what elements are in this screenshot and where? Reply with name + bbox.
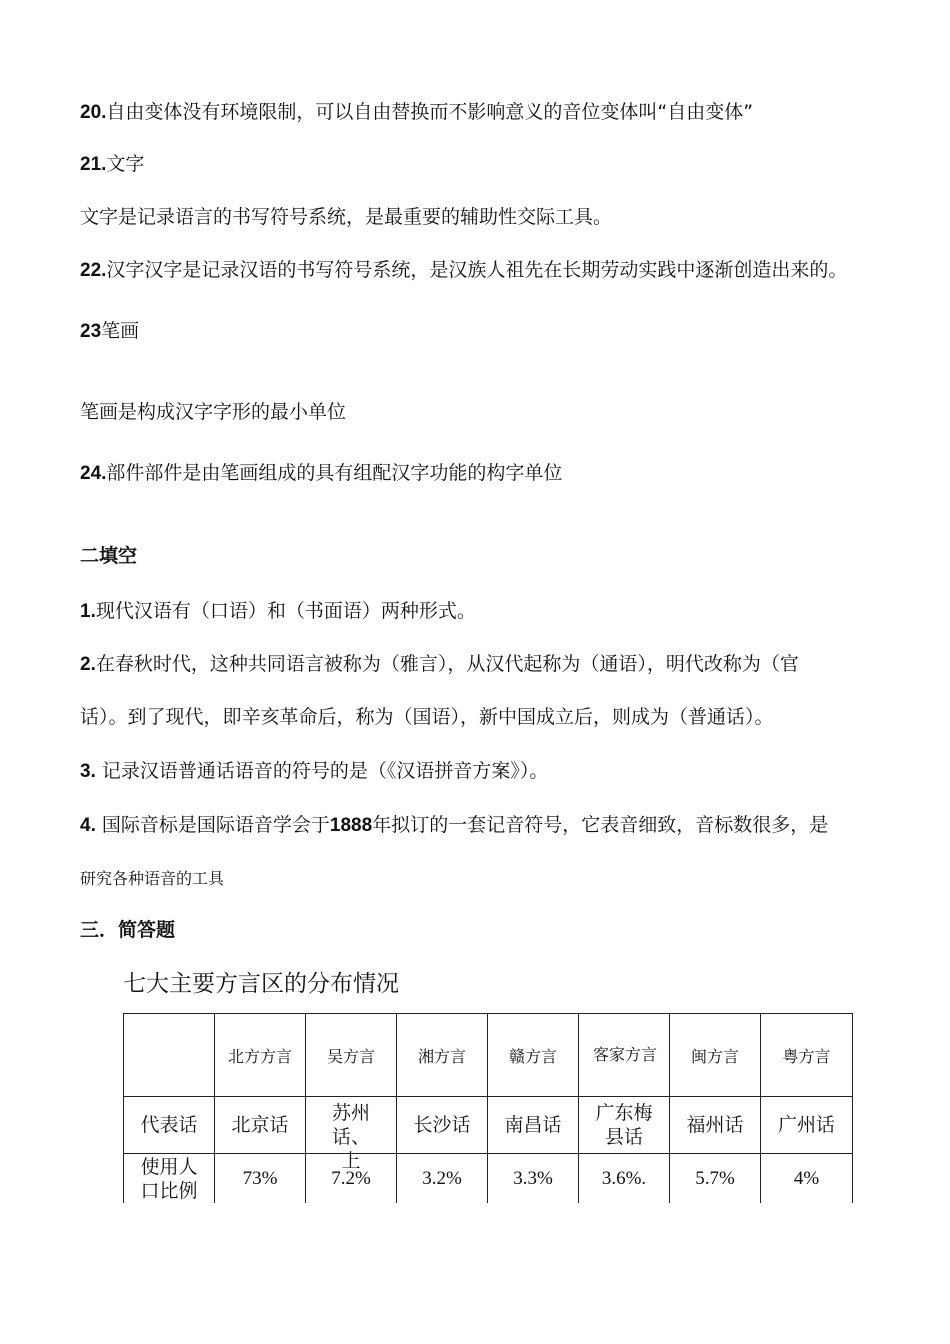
item-text: 国际音标是国际语音学会于 xyxy=(95,814,330,836)
header-cell xyxy=(124,1014,215,1097)
fill-item-2-cont xyxy=(80,704,774,730)
table-cell: 北京话 xyxy=(215,1097,306,1154)
item-21 xyxy=(80,151,144,178)
item-text: 笔画是构成汉字字形的最小单位 xyxy=(80,401,347,423)
year-number: 1888 xyxy=(329,815,373,836)
table-cell: 5.7% xyxy=(670,1154,761,1205)
header-cell: 北方方言 xyxy=(215,1014,306,1097)
header-cell: 闽方言 xyxy=(670,1014,761,1097)
table-cell xyxy=(306,1097,397,1172)
item-number: 21. xyxy=(80,154,107,175)
item-number: 23 xyxy=(80,321,102,342)
row-label-text: 使用人口比例 xyxy=(140,1156,198,1202)
fill-item-4-cont xyxy=(80,866,224,892)
item-24 xyxy=(80,460,562,487)
table-row-population xyxy=(124,1154,853,1205)
fill-item-2 xyxy=(80,651,799,678)
item-text: 记录汉语普通话语音的符号的是（《汉语拼音方案》）。 xyxy=(95,760,549,782)
section-short-answer-title: 三．简答题 xyxy=(80,919,176,941)
table-cell: 3.2% xyxy=(397,1154,488,1205)
table-cell: 3.6%. xyxy=(579,1154,670,1205)
fill-item-1 xyxy=(80,598,476,625)
item-number: 4. xyxy=(80,815,96,836)
item-text: 自由变体没有环境限制，可以自由替换而不影响意义的音位变体叫“自由变体” xyxy=(106,101,754,123)
page-cutoff xyxy=(0,1203,950,1344)
item-text: 汉字汉字是记录汉语的书写符号系统，是汉族人祖先在长期劳动实践中逐渐创造出来的。 xyxy=(106,259,848,281)
header-cell: 湘方言 xyxy=(397,1014,488,1097)
item-text: 文字是记录语言的书写符号系统，是最重要的辅助性交际工具。 xyxy=(80,206,613,228)
table-caption: 七大主要方言区的分布情况 xyxy=(123,971,399,997)
item-number: 2. xyxy=(80,654,96,675)
dialect-table xyxy=(123,1013,853,1205)
item-23-definition xyxy=(80,399,346,425)
table-cell: 3.3% xyxy=(488,1154,579,1205)
item-text: 现代汉语有（口语）和（书面语）两种形式。 xyxy=(95,600,476,622)
table-cell: 4% xyxy=(761,1154,853,1205)
item-number: 3. xyxy=(80,761,96,782)
item-text: 笔画 xyxy=(101,320,140,342)
item-number: 22. xyxy=(80,260,107,281)
item-23 xyxy=(80,318,139,345)
item-number: 1. xyxy=(80,601,96,622)
item-text: 话）。到了现代，即辛亥革命后，称为（国语），新中国成立后，则成为（普通话）。 xyxy=(80,706,774,728)
item-text: 文字 xyxy=(106,153,145,175)
item-20 xyxy=(80,99,753,126)
header-cell: 吴方言 xyxy=(306,1014,397,1097)
row-label: 代表话 xyxy=(124,1097,215,1154)
item-22 xyxy=(80,257,847,284)
table-cell: 长沙话 xyxy=(397,1097,488,1154)
table-cell-text: 广东梅县话 xyxy=(595,1102,653,1148)
item-text: 部件部件是由笔画组成的具有组配汉字功能的构字单位 xyxy=(106,462,563,484)
item-number: 24. xyxy=(80,463,107,484)
table-cell xyxy=(579,1097,670,1154)
table-cell: 73% xyxy=(215,1154,306,1205)
header-cell: 赣方言 xyxy=(488,1014,579,1097)
fill-item-3 xyxy=(80,758,548,785)
item-text: 研究各种语音的工具 xyxy=(80,869,225,888)
table-row-representative xyxy=(124,1097,853,1154)
fill-item-4 xyxy=(80,812,828,839)
table-cell-text: 苏州话、上 xyxy=(331,1102,370,1172)
row-label xyxy=(124,1154,215,1205)
table-cell: 福州话 xyxy=(670,1097,761,1154)
header-cell: 客家方言 xyxy=(579,1014,670,1097)
table-cell: 广州话 xyxy=(761,1097,853,1154)
item-number: 20. xyxy=(80,102,107,123)
table-cell: 南昌话 xyxy=(488,1097,579,1154)
item-text: 在春秋时代，这种共同语言被称为（雅言），从汉代起称为（通语），明代改称为（官 xyxy=(95,653,799,675)
section-fill-title: 二填空 xyxy=(80,545,138,567)
table-cell: 7.2% xyxy=(306,1154,397,1205)
header-cell: 粤方言 xyxy=(761,1014,853,1097)
table-header-row xyxy=(124,1014,853,1097)
item-21-definition xyxy=(80,204,612,230)
item-text-cont: 年拟订的一套记音符号，它表音细致，音标数很多，是 xyxy=(372,814,829,836)
